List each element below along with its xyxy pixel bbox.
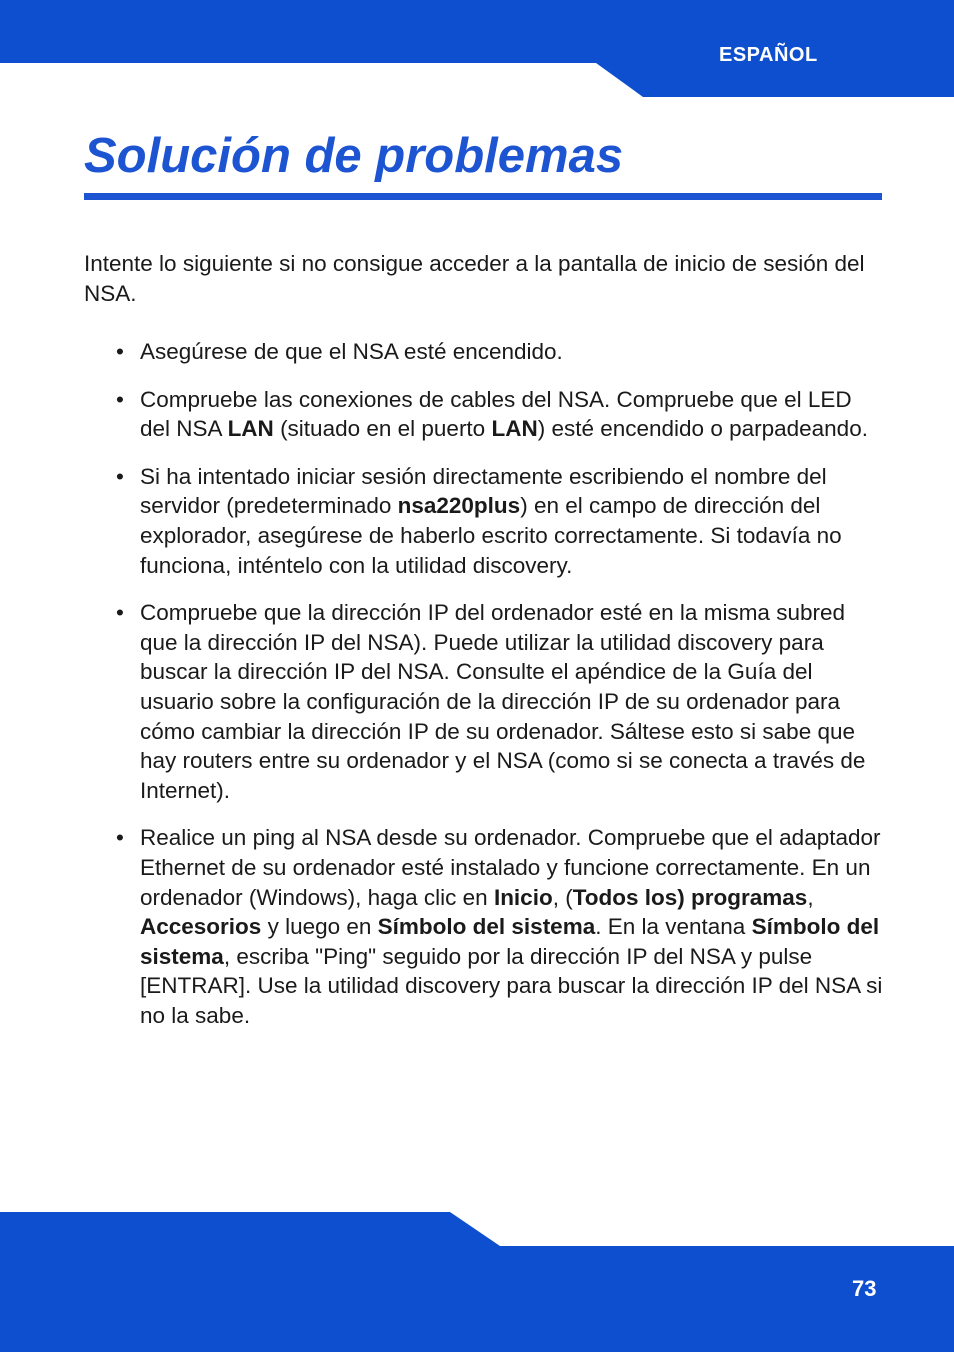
text-run: , ( <box>552 884 573 910</box>
bold-term: nsa220plus <box>397 493 521 519</box>
bullet-marker: • <box>116 386 124 412</box>
footer-band <box>0 1206 954 1352</box>
troubleshooting-list <box>0 337 954 1048</box>
bold-term: LAN <box>491 416 538 442</box>
intro-paragraph: Intente lo siguiente si no consigue acceder a la pantalla de inicio de sesión del NSA. <box>84 251 865 306</box>
bold-term: Todos los) programas <box>572 884 808 910</box>
bullet-marker: • <box>116 600 124 626</box>
text-run: Realice un ping al NSA desde su ordenador. Compruebe que el adaptador Ethernet de su ordenador esté instalado y funcione correctamente. En un ordenador (Windows), haga clic en <box>140 825 881 910</box>
text-run: ) esté encendido o parpadeando. <box>537 416 868 442</box>
text-run: Asegúrese de que el NSA esté encendido. <box>140 339 563 364</box>
list-item <box>0 337 884 367</box>
text-run: , escriba "Ping" seguido por la dirección IP del NSA y pulse [ENTRAR]. Use la utilidad discovery para buscar la dirección IP del NSA si no la sabe. <box>140 943 883 1028</box>
text-run: Compruebe que la dirección IP del ordenador esté en la misma subred que la dirección IP del NSA). Puede utilizar la utilidad discovery para buscar la dirección IP del NSA. Consulte el apéndice de la Guía del usuario sobre la configuración de la dirección IP de su ordenador para cómo cambiar la dirección IP de su ordenador. Sáltese esto si sabe que hay routers entre su ordenador y el NSA (como si se conecta a través de Internet). <box>140 600 866 803</box>
page-title: Solución de problemas <box>84 129 624 183</box>
text-run: Si ha intentado iniciar sesión directamente escribiendo el nombre del servidor (predeterminado <box>140 463 827 519</box>
bold-term: Accesorios <box>140 914 262 940</box>
bullet-marker: • <box>116 339 124 364</box>
text-run: Compruebe las conexiones de cables del NSA. Compruebe que el LED del NSA <box>140 386 852 442</box>
text-run: y luego en <box>261 914 378 940</box>
bold-term: LAN <box>227 416 274 442</box>
text-run: (situado en el puerto <box>273 416 492 442</box>
bold-term: Símbolo del sistema <box>140 914 880 969</box>
text-run: , <box>807 884 814 910</box>
page-number: 73 <box>852 1276 877 1301</box>
text-run: ) en el campo de dirección del explorador, asegúrese de haberlo escrito correctamente. Si todavía no funciona, inténtelo con la utilidad discovery. <box>140 493 842 578</box>
list-item <box>0 598 884 805</box>
language-label: ESPAÑOL <box>719 44 818 66</box>
title-underline <box>84 193 882 200</box>
bold-term: Símbolo del sistema <box>377 914 596 940</box>
list-item <box>0 462 884 580</box>
list-item <box>0 385 884 444</box>
text-run: . En la ventana <box>595 914 752 940</box>
bullet-marker: • <box>116 463 124 489</box>
bold-term: Inicio <box>493 884 553 910</box>
bullet-marker: • <box>116 825 124 851</box>
list-item <box>0 823 884 1030</box>
